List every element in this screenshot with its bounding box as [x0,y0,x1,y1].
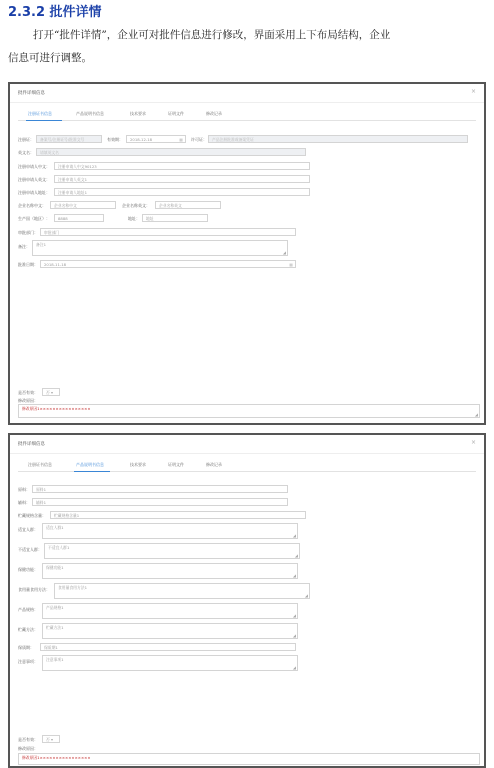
unsuitable-textarea[interactable] [44,543,300,559]
resize-handle-icon[interactable]: ◢ [292,665,296,670]
address-label: 地址： [128,216,140,221]
suitable-label: 适宜人群： [18,527,38,532]
tab-tech-requirements[interactable]: 技术要求 [130,111,146,116]
intro-line-1: 打开“批件详情”，企业可对批件信息进行修改，界面采用上下布局结构，企业 [33,29,391,41]
dialog-title: 批件详细信息 [18,442,45,447]
resize-handle-icon[interactable]: ◢ [292,613,296,618]
approval-date-input[interactable] [40,260,296,268]
storage-value: 贮藏方法1 [46,625,64,630]
notice-textarea[interactable] [42,655,298,671]
applicant-address-input[interactable]: 注册申请人地址1 [54,188,310,196]
resize-handle-icon[interactable]: ◢ [282,250,286,255]
valid-period-input[interactable] [126,135,186,143]
license-input[interactable]: 产品注册批准或备案凭证 [208,135,468,143]
spec-content-label: 贮藏规格含量： [18,513,46,518]
section-title: 2.3.2 批件详情 [8,5,102,20]
suitable-value: 适宜人群1 [46,525,64,530]
chevron-down-icon: ▾ [51,390,54,395]
calendar-icon: ▦ [179,137,183,142]
company-cn-input[interactable]: 企业名称中文 [50,201,116,209]
resize-handle-icon[interactable]: ◢ [292,633,296,638]
health-function-label: 保健功能： [18,567,38,572]
change-reason-label: 修改原因： [18,746,38,751]
resize-handle-icon[interactable]: ◢ [292,533,296,538]
usage-textarea[interactable] [54,583,310,599]
unsuitable-label: 不适宜人群： [18,547,42,552]
company-en-label: 企业名称英文： [122,203,150,208]
suitable-textarea[interactable] [42,523,298,539]
product-spec-value: 产品规格1 [46,605,64,610]
shelf-life-input[interactable]: 保质期1 [40,643,296,651]
active-tab-indicator [74,471,110,473]
tab-certificates[interactable]: 证明文件 [168,111,184,116]
tab-registration[interactable]: 注册证书信息 [28,111,52,116]
storage-label: 贮藏方法： [18,627,38,632]
tab-bar [18,459,476,472]
notice-value: 注意事项1 [46,657,64,662]
storage-textarea[interactable] [42,623,298,639]
applicant-cn-input[interactable]: 注册申请人中文90123 [54,162,310,170]
cert-no-input[interactable]: 备案号/注册证号/批准文号 [36,135,102,143]
resize-handle-icon[interactable]: ◢ [292,573,296,578]
product-spec-label: 产品规格： [18,607,38,612]
unsuitable-value: 不适宜人群1 [48,545,70,550]
applicant-en-input[interactable]: 注册申请人英文1 [54,175,310,183]
health-function-textarea[interactable] [42,563,298,579]
company-cn-label: 企业名称中文： [18,203,46,208]
applicant-address-label: 注册申请人地址： [18,190,50,195]
origin-label: 生产国（地区）： [18,216,50,221]
active-tab-indicator [26,120,62,122]
remark-label: 备注： [18,244,30,249]
tab-certificates[interactable]: 证明文件 [168,462,184,467]
valid-period-value: 2018-12-18 [130,137,153,142]
tab-bar [18,108,476,121]
ingredient-input[interactable]: 原料1 [32,485,288,493]
approval-date-label: 批准日期： [18,262,38,267]
tab-manual[interactable]: 产品说明书信息 [76,462,104,467]
valid-flag-value: 否 [46,390,50,395]
tab-manual[interactable]: 产品说明书信息 [76,111,104,116]
company-en-input[interactable]: 企业名称英文 [155,201,221,209]
english-name-input[interactable]: 请填英文名 [36,148,306,156]
change-reason-value: 修改原因1×××××××××××××××× [22,406,91,411]
usage-value: 食用量食用方法1 [58,585,87,590]
ingredient-label: 原料： [18,487,30,492]
close-icon[interactable]: × [470,88,476,95]
resize-handle-icon[interactable]: ◢ [304,593,308,598]
change-reason-label: 修改原因： [18,398,38,403]
resize-handle-icon[interactable]: ◢ [474,412,478,417]
auxiliary-label: 辅料： [18,500,30,505]
divider [10,453,484,454]
tab-change-log[interactable]: 修改记录 [206,111,222,116]
screenshot-registration-info [8,82,486,425]
cert-no-label: 注册证： [18,137,34,142]
intro-paragraph [8,24,488,70]
tab-change-log[interactable]: 修改记录 [206,462,222,467]
calendar-icon: ▦ [289,262,293,267]
remark-textarea[interactable] [32,240,288,256]
intro-line-2: 信息可进行调整。 [8,52,92,64]
valid-flag-label: 是否有效： [18,737,38,742]
divider [10,102,484,103]
remark-value: 备注1 [36,242,47,247]
approval-dept-input[interactable]: 审批部门 [40,228,296,236]
valid-flag-value: 否 [46,737,50,742]
origin-input[interactable]: 8888 [54,214,104,222]
chevron-down-icon: ▾ [51,737,54,742]
screenshot-manual-info [8,433,486,768]
approval-dept-label: 审批部门： [18,230,38,235]
spec-content-input[interactable]: 贮藏规格含量1 [50,511,306,519]
usage-label: 食用量食用方法： [18,587,50,592]
auxiliary-input[interactable]: 辅料1 [32,498,288,506]
valid-flag-select[interactable] [42,735,60,743]
applicant-cn-label: 注册申请人中文： [18,164,50,169]
shelf-life-label: 保质期： [18,645,34,650]
applicant-en-label: 注册申请人英文： [18,177,50,182]
valid-flag-select[interactable] [42,388,60,396]
tab-tech-requirements[interactable]: 技术要求 [130,462,146,467]
license-label: 许可证： [191,137,207,142]
english-name-label: 英文名： [18,150,34,155]
product-spec-textarea[interactable] [42,603,298,619]
address-input[interactable]: 地址 [142,214,208,222]
dialog-title: 批件详细信息 [18,91,45,96]
change-reason-textarea[interactable] [18,404,480,418]
health-function-value: 保健功能1 [46,565,64,570]
notice-label: 注意事项： [18,659,38,664]
valid-flag-label: 是否有效： [18,390,38,395]
resize-handle-icon[interactable]: ◢ [294,553,298,558]
tab-registration[interactable]: 注册证书信息 [28,462,52,467]
change-reason-textarea[interactable]: 修改原因1×××××××××××××××× [18,753,480,765]
close-icon[interactable]: × [470,439,476,446]
approval-date-value: 2018-11-18 [44,262,67,267]
valid-period-label: 有效期： [107,137,123,142]
